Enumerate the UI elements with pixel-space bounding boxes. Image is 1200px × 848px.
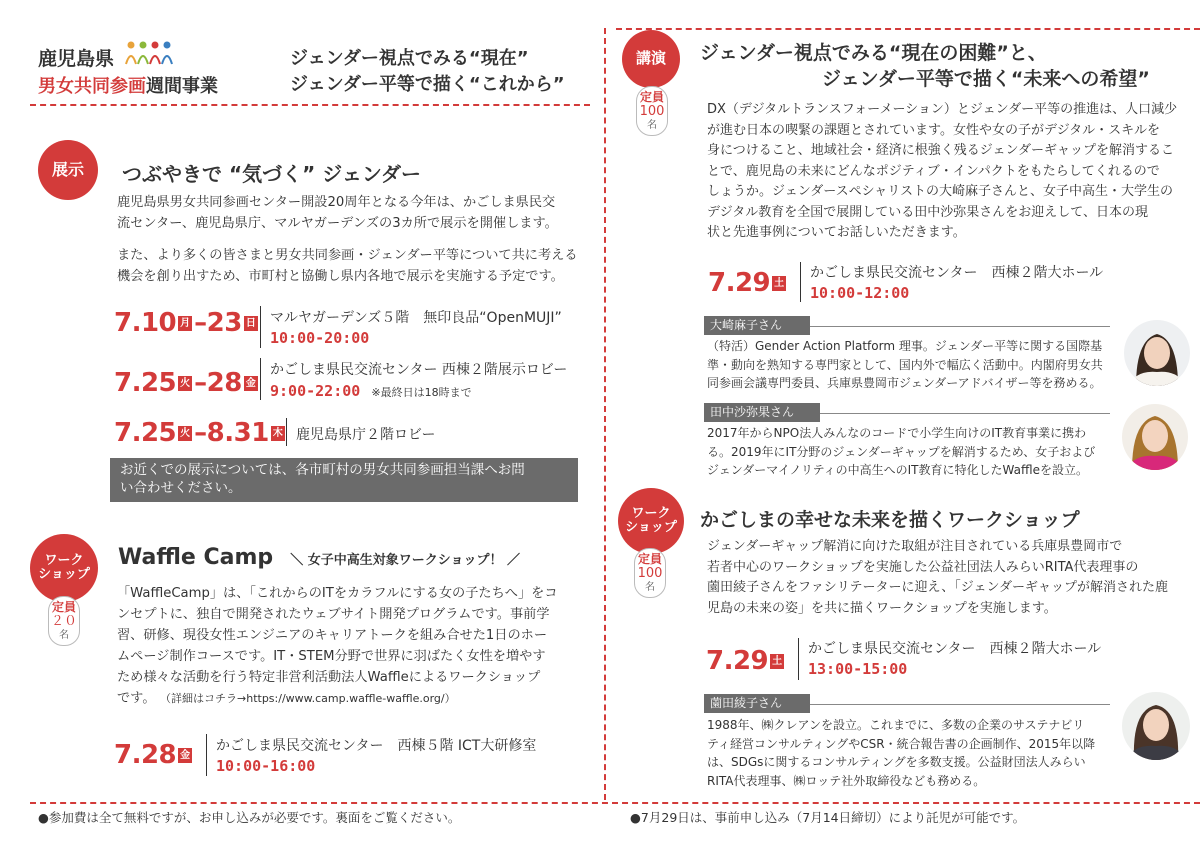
header-event: 男女共同参画週間事業 [38, 76, 218, 97]
exhibit-notice: お近くでの展示については、各市町村の男女共同参画担当課へお問 い合わせください。 [110, 458, 578, 502]
waffle-date: 7.28 金 [114, 740, 191, 770]
kws-time: 13:00-15:00 [808, 660, 908, 678]
divider-bottom [30, 802, 1200, 804]
lecture-title-2: ジェンダー平等で描く“未来への希望” [822, 68, 1150, 90]
lecture-badge: 講演 [622, 30, 680, 88]
kws-speaker-rule [810, 704, 1110, 705]
lecture-title-1: ジェンダー視点でみる“現在の困難”と、 [700, 42, 1047, 64]
lecture-date: 7.29 土 [708, 268, 785, 298]
speaker-2-name: 田中沙弥果さん [704, 403, 820, 422]
kws-capacity: 定員 100 名 [634, 548, 666, 598]
lecture-sep [800, 262, 801, 302]
exhibit-sep-2 [260, 358, 261, 400]
exhibit-paragraph-2: また、より多くの皆さまと男女共同参画・ジェンダー平等について共に考える 機会を創り出すため、市町村と協働し県内各地で展示を実施する予定です。 [117, 248, 578, 284]
speaker-2-bio: 2017年からNPO法人みんなのコードで小学生向けのIT教育事業に携わ る。2019年にIT分野のジェンダーギャップを解消するため、女子および ジェンダーマイノリティの中高生へのIT教育に特化したWaffleを設立。 [707, 426, 1096, 477]
footer-right-note: ●7月29日は、事前申し込み（7月14日締切）により託児が可能です。 [630, 810, 1026, 825]
waffle-title: Waffle Camp ＼ 女子中高生対象ワークショップ！ ／ [118, 545, 521, 570]
header-slogan-1: ジェンダー視点でみる“現在” [290, 48, 529, 69]
exhibit-time-1: 10:00-20:00 [270, 329, 370, 347]
exhibit-sep-1 [260, 306, 261, 348]
exhibit-date-1: 7.10 月 –23 日 [114, 308, 256, 338]
kws-speaker-bio: 1988年、㈱クレアンを設立。これまでに、多数の企業のサステナビリ ティ経営コンサルティングやCSR・統合報告書の企画制作、2015年以降 は、SDGsに関するコンサルティングを多数支援。公益財団法人みらい RITA代表理事、㈱ロッテ社外取締役なども務める。 [707, 718, 1096, 788]
exhibit-venue-1: マルヤガーデンズ５階 無印良品“OpenMUJI” [270, 310, 562, 326]
exhibit-sep-3 [286, 418, 287, 446]
kws-description: ジェンダーギャップ解消に向けた取組が注目されている兵庫県豊岡市で 若者中心のワークショップを実施した公益社団法人みらいRITA代表理事の 薗田綾子さんをファシリテーターに迎え、「ジェンダーギャップが解消された鹿 児島の未来の姿」を共に描くワークショップを実施します。 [707, 539, 1168, 616]
waffle-description: 「WaffleCamp」は、「これからのITをカラフルにする女の子たちへ」をコ ンセプトに、独自で開発されたウェブサイト開発プログラムです。事前学 習、研修、現役女性エンジニアのキャリアトークを組み合せた1日のホー ムページ制作コースです。IT・STEM分野で世界に羽ばたく女性を増やす ため様々な活動を行う特定非営利活動法人Waffleによるワークショップ です。 （詳細はコチラ→https://www.camp.waffle-waffle.org/） [117, 586, 558, 706]
exhibit-badge: 展示 [38, 140, 98, 200]
waffle-badge: ワーク ショップ [30, 534, 98, 602]
divider-middle [604, 28, 606, 800]
kws-speaker-photo-icon [1122, 692, 1190, 760]
waffle-venue: かごしま県民交流センター 西棟５階 ICT大研修室 [216, 738, 537, 754]
footer-left-note: ●参加費は全て無料ですが、お申し込みが必要です。裏面をご覧ください。 [38, 810, 461, 825]
exhibit-date-3: 7.25 火 –8.31 木 [114, 418, 283, 448]
speaker-2-rule [820, 413, 1110, 414]
lecture-description: DX（デジタルトランスフォーメーション）とジェンダー平等の推進は、人口減少 が進む日本の喫緊の課題とされています。女性や女の子がデジタル・スキルを 身につけること、地域社会・経済に根強く残るジェンダーギャップを解消するこ とで、鹿児島の未来にどんなポジティブ・インパクトをもたらしてくれるので しょうか。ジェンダースペシャリストの大崎麻子さんと、女子中高生・大学生の デジタル教育を全国で展開している田中沙弥果さんをお迎えして、日本の現 状と先進事例についてお話しいただきます。 [707, 102, 1178, 240]
kws-venue: かごしま県民交流センター 西棟２階大ホール [808, 641, 1102, 657]
header-slogan-2: ジェンダー平等で描く“これから” [290, 74, 565, 95]
header-pref: 鹿児島県 [38, 48, 115, 70]
speaker-1-rule [810, 326, 1110, 327]
exhibit-venue-2: かごしま県民交流センター 西棟２階展示ロビー [270, 362, 568, 378]
people-logo-icon [124, 40, 174, 66]
divider-top-left [30, 104, 590, 106]
kws-speaker-name: 薗田綾子さん [704, 694, 810, 713]
lecture-capacity: 定員 100 名 [636, 86, 668, 136]
exhibit-paragraph-1: 鹿児島県男女共同参画センター開設20周年となる今年は、かごしま県民交 流センター、鹿児島県庁、マルヤガーデンズの3カ所で展示を開催します。 [117, 195, 558, 231]
speaker-1-photo-icon [1124, 320, 1190, 386]
kws-title: かごしまの幸せな未来を描くワークショップ [700, 509, 1080, 531]
kws-date: 7.29 土 [706, 646, 783, 676]
waffle-capacity: 定員 ２０ 名 [48, 596, 80, 646]
waffle-sep [206, 734, 207, 776]
lecture-venue: かごしま県民交流センター 西棟２階大ホール [810, 265, 1104, 281]
exhibit-time-2: 9:00-22:00 ※最終日は18時まで [270, 382, 472, 400]
waffle-time: 10:00-16:00 [216, 757, 316, 775]
exhibit-title: つぶやきで “気づく” ジェンダー [122, 162, 422, 186]
lecture-time: 10:00-12:00 [810, 284, 910, 302]
speaker-1-bio: （特活）Gender Action Platform 理事。ジェンダー平等に関する国際基 準・動向を熟知する専門家として、国内外で幅広く活動中。内閣府男女共 同参画会議専門委員、兵庫県豊岡市ジェンダーアドバイザー等を務める。 [707, 339, 1103, 390]
kws-sep [798, 638, 799, 680]
exhibit-date-2: 7.25 火 –28 金 [114, 368, 256, 398]
speaker-1-name: 大崎麻子さん [704, 316, 810, 335]
divider-top-right [616, 28, 1200, 30]
exhibit-venue-3: 鹿児島県庁２階ロビー [296, 427, 436, 443]
kws-badge: ワーク ショップ [618, 488, 684, 554]
speaker-2-photo-icon [1122, 404, 1188, 470]
